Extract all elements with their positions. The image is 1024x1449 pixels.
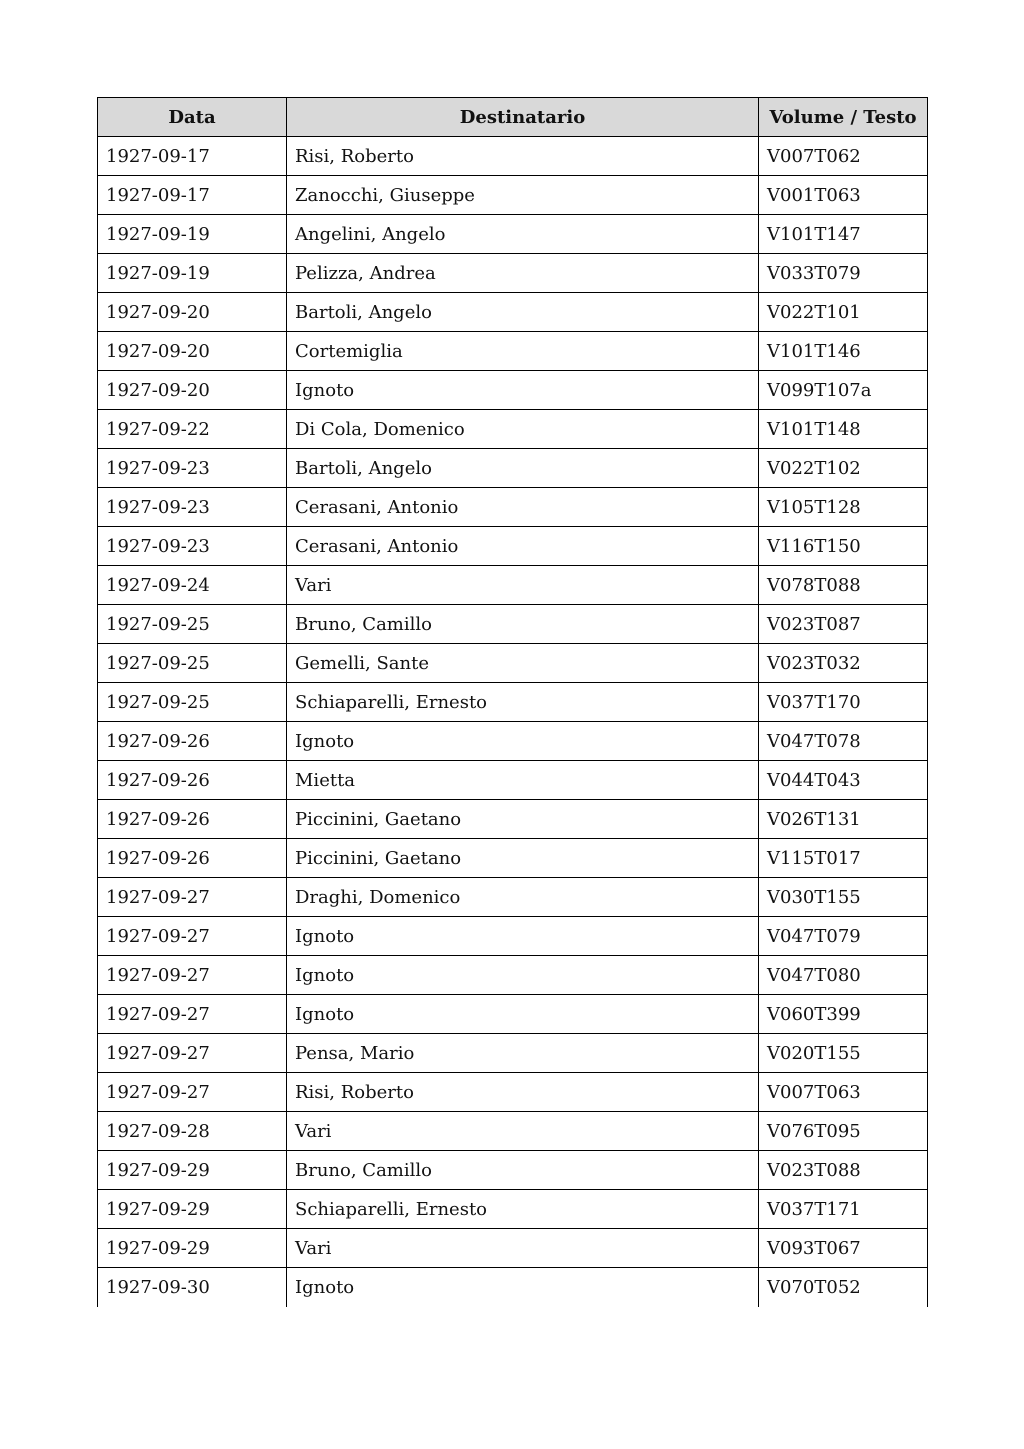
column-header-recipient: Destinatario [287,98,759,137]
letters-table [97,97,928,1307]
date-cell: 1927-09-19 [98,215,287,254]
recipient-cell: Vari [287,1112,759,1151]
table-header [98,98,928,137]
volume-text-cell: V101T146 [759,332,928,371]
header-row [98,98,928,137]
volume-text-cell: V116T150 [759,527,928,566]
volume-text-cell: V047T078 [759,722,928,761]
date-cell: 1927-09-20 [98,332,287,371]
table-row [98,1112,928,1151]
recipient-cell: Piccinini, Gaetano [287,839,759,878]
date-cell: 1927-09-20 [98,371,287,410]
recipient-cell: Risi, Roberto [287,1073,759,1112]
date-cell: 1927-09-24 [98,566,287,605]
table-row [98,644,928,683]
date-cell: 1927-09-27 [98,1034,287,1073]
volume-text-cell: V060T399 [759,995,928,1034]
table-row [98,332,928,371]
table-row [98,449,928,488]
table-row [98,293,928,332]
recipient-cell: Zanocchi, Giuseppe [287,176,759,215]
table-row [98,488,928,527]
recipient-cell: Ignoto [287,722,759,761]
table-row [98,761,928,800]
date-cell: 1927-09-26 [98,761,287,800]
recipient-cell: Cerasani, Antonio [287,527,759,566]
table-row [98,683,928,722]
volume-text-cell: V022T101 [759,293,928,332]
column-header-date: Data [98,98,287,137]
volume-text-cell: V047T079 [759,917,928,956]
volume-text-cell: V022T102 [759,449,928,488]
table-row [98,917,928,956]
recipient-cell: Ignoto [287,371,759,410]
volume-text-cell: V070T052 [759,1268,928,1307]
recipient-cell: Cerasani, Antonio [287,488,759,527]
recipient-cell: Ignoto [287,995,759,1034]
date-cell: 1927-09-26 [98,722,287,761]
volume-text-cell: V023T087 [759,605,928,644]
volume-text-cell: V007T062 [759,137,928,176]
date-cell: 1927-09-25 [98,683,287,722]
table-row [98,800,928,839]
volume-text-cell: V078T088 [759,566,928,605]
date-cell: 1927-09-23 [98,488,287,527]
recipient-cell: Bartoli, Angelo [287,449,759,488]
recipient-cell: Piccinini, Gaetano [287,800,759,839]
column-header-volume-text: Volume / Testo [759,98,928,137]
volume-text-cell: V037T171 [759,1190,928,1229]
volume-text-cell: V037T170 [759,683,928,722]
recipient-cell: Ignoto [287,956,759,995]
volume-text-cell: V047T080 [759,956,928,995]
table-row [98,1268,928,1307]
table-row [98,1034,928,1073]
date-cell: 1927-09-20 [98,293,287,332]
date-cell: 1927-09-19 [98,254,287,293]
recipient-cell: Mietta [287,761,759,800]
recipient-cell: Risi, Roberto [287,137,759,176]
recipient-cell: Vari [287,566,759,605]
recipient-cell: Vari [287,1229,759,1268]
volume-text-cell: V001T063 [759,176,928,215]
volume-text-cell: V020T155 [759,1034,928,1073]
date-cell: 1927-09-22 [98,410,287,449]
date-cell: 1927-09-23 [98,449,287,488]
table-row [98,878,928,917]
recipient-cell: Bruno, Camillo [287,1151,759,1190]
table-row [98,722,928,761]
table-row [98,566,928,605]
date-cell: 1927-09-26 [98,839,287,878]
table-body [98,137,928,1307]
volume-text-cell: V026T131 [759,800,928,839]
date-cell: 1927-09-29 [98,1190,287,1229]
volume-text-cell: V033T079 [759,254,928,293]
date-cell: 1927-09-26 [98,800,287,839]
table-row [98,215,928,254]
table-row [98,1151,928,1190]
recipient-cell: Bruno, Camillo [287,605,759,644]
recipient-cell: Pensa, Mario [287,1034,759,1073]
date-cell: 1927-09-17 [98,137,287,176]
table-row [98,527,928,566]
table-row [98,254,928,293]
date-cell: 1927-09-27 [98,995,287,1034]
table-row [98,1190,928,1229]
table-row [98,1229,928,1268]
volume-text-cell: V099T107a [759,371,928,410]
table-row [98,176,928,215]
recipient-cell: Cortemiglia [287,332,759,371]
volume-text-cell: V030T155 [759,878,928,917]
recipient-cell: Di Cola, Domenico [287,410,759,449]
recipient-cell: Draghi, Domenico [287,878,759,917]
volume-text-cell: V007T063 [759,1073,928,1112]
date-cell: 1927-09-17 [98,176,287,215]
volume-text-cell: V115T017 [759,839,928,878]
recipient-cell: Schiaparelli, Ernesto [287,1190,759,1229]
table-row [98,995,928,1034]
date-cell: 1927-09-30 [98,1268,287,1307]
date-cell: 1927-09-27 [98,1073,287,1112]
volume-text-cell: V044T043 [759,761,928,800]
recipient-cell: Ignoto [287,1268,759,1307]
date-cell: 1927-09-25 [98,605,287,644]
recipient-cell: Schiaparelli, Ernesto [287,683,759,722]
date-cell: 1927-09-27 [98,956,287,995]
recipient-cell: Bartoli, Angelo [287,293,759,332]
recipient-cell: Angelini, Angelo [287,215,759,254]
table-row [98,956,928,995]
date-cell: 1927-09-28 [98,1112,287,1151]
volume-text-cell: V023T088 [759,1151,928,1190]
volume-text-cell: V101T148 [759,410,928,449]
volume-text-cell: V101T147 [759,215,928,254]
volume-text-cell: V076T095 [759,1112,928,1151]
date-cell: 1927-09-27 [98,878,287,917]
table-row [98,371,928,410]
recipient-cell: Gemelli, Sante [287,644,759,683]
recipient-cell: Pelizza, Andrea [287,254,759,293]
volume-text-cell: V093T067 [759,1229,928,1268]
table-row [98,839,928,878]
table-row [98,410,928,449]
table-row [98,137,928,176]
date-cell: 1927-09-27 [98,917,287,956]
date-cell: 1927-09-29 [98,1229,287,1268]
table-row [98,1073,928,1112]
volume-text-cell: V105T128 [759,488,928,527]
recipient-cell: Ignoto [287,917,759,956]
date-cell: 1927-09-23 [98,527,287,566]
table-row [98,605,928,644]
date-cell: 1927-09-25 [98,644,287,683]
date-cell: 1927-09-29 [98,1151,287,1190]
volume-text-cell: V023T032 [759,644,928,683]
